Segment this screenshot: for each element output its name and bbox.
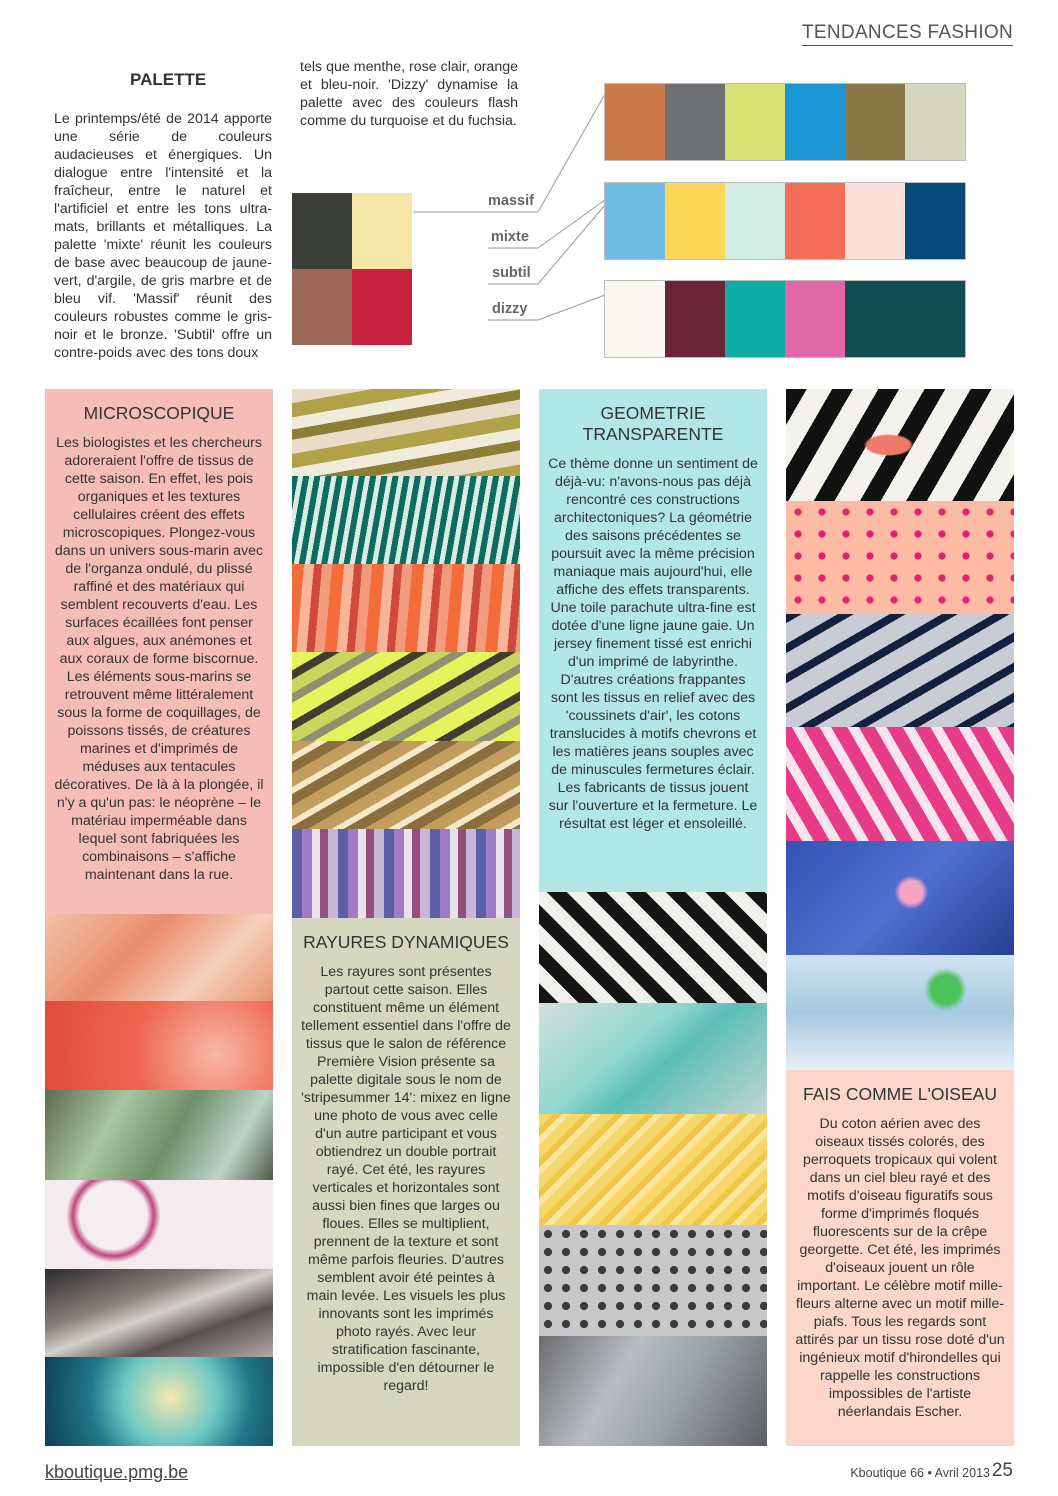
connector-line [538, 94, 605, 212]
fabric-photo-orange-stripes [292, 564, 520, 652]
oiseau-panel [786, 1070, 1014, 1446]
palette-title: PALETTE [130, 70, 207, 89]
fabric-photo-green-cells [45, 1090, 273, 1180]
strip-swatch [785, 84, 845, 160]
palette-label-massif: massif [488, 193, 534, 209]
fabric-photo-jellyfish [45, 1357, 273, 1446]
section-tag: TENDANCES FASHION [802, 22, 1013, 46]
connector-line [538, 205, 605, 284]
strip-swatch [845, 183, 905, 259]
fabric-photo-green-stripes-portrait [292, 476, 520, 564]
palette-label-dizzy: dizzy [492, 301, 528, 317]
strip-swatch [665, 183, 725, 259]
fabric-photo-purple-stripes [292, 829, 520, 918]
strip-swatch [665, 84, 725, 160]
rayures-panel [292, 918, 520, 1446]
oiseau-text: Du coton aérien avec des oiseaux tissés colorés, des perroquets tropicaux qui volent dans un ciel bleu rayé et des motifs d'oiseau figuratifs sous forme d'imprimés floqués fluorescents sur de la crêpe georgette. Cet été, les imprimés d'oiseaux jouent un rôle important. Le célèbre motif mille-fleurs alterne avec un motif mille-piafs. Tous les regards sont attirés par un tissu rose doté d'un ingénieux motif d'hirondelles qui rappelle les constructions impossibles de l'artiste néerlandais Escher. [795, 1116, 1005, 1420]
fabric-photo-blue-hummingbird [786, 841, 1014, 955]
fabric-photo-black-white-chevron [539, 892, 767, 1003]
fabric-photo-grey-denim [539, 1336, 767, 1446]
footer-issue-info: Kboutique 66 • Avril 2013 [850, 1466, 990, 1480]
strip-swatch [665, 281, 725, 357]
palette-label-subtil: subtil [492, 265, 531, 281]
fabric-photo-coral-lace [45, 914, 273, 1001]
fabric-photo-lime-stripes [292, 652, 520, 741]
strip-swatch [905, 84, 965, 160]
rayures-title: RAYURES DYNAMIQUES [303, 932, 509, 952]
strip-swatch [605, 281, 665, 357]
geometrie-text: Ce thème donne un sentiment de déjà-vu: n'avons-nous pas déjà rencontré ces constructions architectoniques? La géométrie des saisons précédentes se poursuit avec la même précision maniaque mais aujourd'hui, elle affiche des effets transparents. Une toile parachute ultra-fine est dotée d'une ligne jaune gaie. Un jersey finement tissé est enrichi d'un imprimé de labyrinthe. D'autres créations frappantes sont les tissus en relief avec des 'coussinets d'air', les cotons translucides à motifs chevrons et les matières jeans souples avec de minuscules fermetures éclair. Les fabricants de tissus jouent sur l'ouverture et la fermeture. Le résultat est léger et ensoleillé. [548, 456, 758, 832]
oiseau-title: FAIS COMME L'OISEAU [803, 1084, 997, 1104]
connector-line [538, 295, 605, 320]
fabric-photo-sky-parrot [786, 955, 1014, 1070]
fabric-photo-pink-birds [786, 501, 1014, 614]
strip-swatch [725, 281, 785, 357]
page-number: 25 [991, 1460, 1013, 1481]
fabric-photo-turquoise-sheer [539, 1003, 767, 1114]
strip-swatch [785, 281, 845, 357]
palette-text-left: Le printemps/été de 2014 apporte une série de couleurs audacieuses et énergiques. Un dialogue entre l'intensité et la fraîcheur, entre le naturel et l'artificiel et entre les tons ultra-mats, brillants et métalliques. La palette 'mixte' réunit les couleurs de base avec beaucoup de jaune-vert, d'argile, de gris marbre et de bleu vif. 'Massif' réunit des couleurs robustes comme le gris-noir et le bronze. 'Subtil' offre un contre-poids avec des tons doux [54, 111, 272, 361]
strip-swatch [905, 183, 965, 259]
strip-swatch [725, 183, 785, 259]
strip-swatch [905, 281, 965, 357]
fabric-photo-olive-stripes [292, 389, 520, 476]
fabric-photo-pink-circles [45, 1180, 273, 1269]
color-strip-1 [605, 84, 965, 160]
fabric-photo-magenta-birds [786, 727, 1014, 841]
fabric-photo-beige-stripes [292, 741, 520, 829]
color-strip-3 [605, 281, 965, 357]
fabric-photo-yellow-chevron [539, 1114, 767, 1225]
fabric-photo-red-texture [45, 1001, 273, 1090]
fabric-photo-navy-birds [786, 614, 1014, 727]
strip-swatch [845, 281, 905, 357]
microscopique-text: Les biologistes et les chercheurs adoreraient l'offre de tissus de cette saison. En effet, les pois organiques et les textures cellulaires créent des effets microscopiques. Plongez-vous dans un univers sous-marin avec de l'organza ondulé, du plissé raffiné et des matériaux qui semblent recouverts d'eau. Les surfaces écaillées font penser aux algues, aux anémones et aux coraux de forme biscornue. Les éléments sous-marins se retrouvent même littéralement sous la forme de coquillages, de poissons tissés, de créatures marines et d'imprimés de méduses aux tentacules décoratives. De là à la plongée, il n'y a qu'un pas: le néoprène – le matériau imperméable dans lequel sont fabriquées les combinaisons – s'affiche maintenant dans la rue. [54, 435, 264, 883]
connector-line [538, 200, 605, 248]
palette-label-mixte: mixte [491, 229, 529, 245]
microscopique-title: MICROSCOPIQUE [83, 403, 235, 423]
fabric-photo-grey-mesh [539, 1225, 767, 1336]
strip-swatch [785, 183, 845, 259]
color-strip-2 [605, 183, 965, 259]
strip-swatch [605, 183, 665, 259]
strip-swatch [845, 84, 905, 160]
fabric-photo-metallic [45, 1269, 273, 1357]
fabric-photo-bird-black-white [786, 389, 1014, 501]
microscopique-panel [45, 389, 273, 914]
rayures-text: Les rayures sont présentes partout cette saison. Elles constituent même un élément tellement essentiel dans l'offre de tissus que le salon de référence Première Vision présente sa palette digitale sous le nom de 'stripesummer 14': mixez en ligne une photo de vous avec celle d'un autre participant et vous obtiendrez un double portrait rayé. Cet été, les rayures verticales et horizontales sont aussi bien fines que larges ou floues. Elles se multiplient, prennent de la texture et sont même parfois fleuries. D'autres semblent avoir été peintes à main levée. Les visuels les plus innovants sont les imprimés photo rayés. Avec leur stratification fascinante, impossible d'en détourner le regard! [301, 964, 511, 1394]
geometrie-panel [539, 389, 767, 892]
palette-text-right: tels que menthe, rose clair, orange et bleu-noir. 'Dizzy' dynamise la palette avec des couleurs flash comme du turquoise et du fuchsia. [300, 59, 518, 129]
strip-swatch [725, 84, 785, 160]
footer-website-link[interactable]: kboutique.pmg.be [45, 1462, 189, 1482]
strip-swatch [605, 84, 665, 160]
geometrie-title: GEOMETRIE TRANSPARENTE [582, 403, 724, 444]
